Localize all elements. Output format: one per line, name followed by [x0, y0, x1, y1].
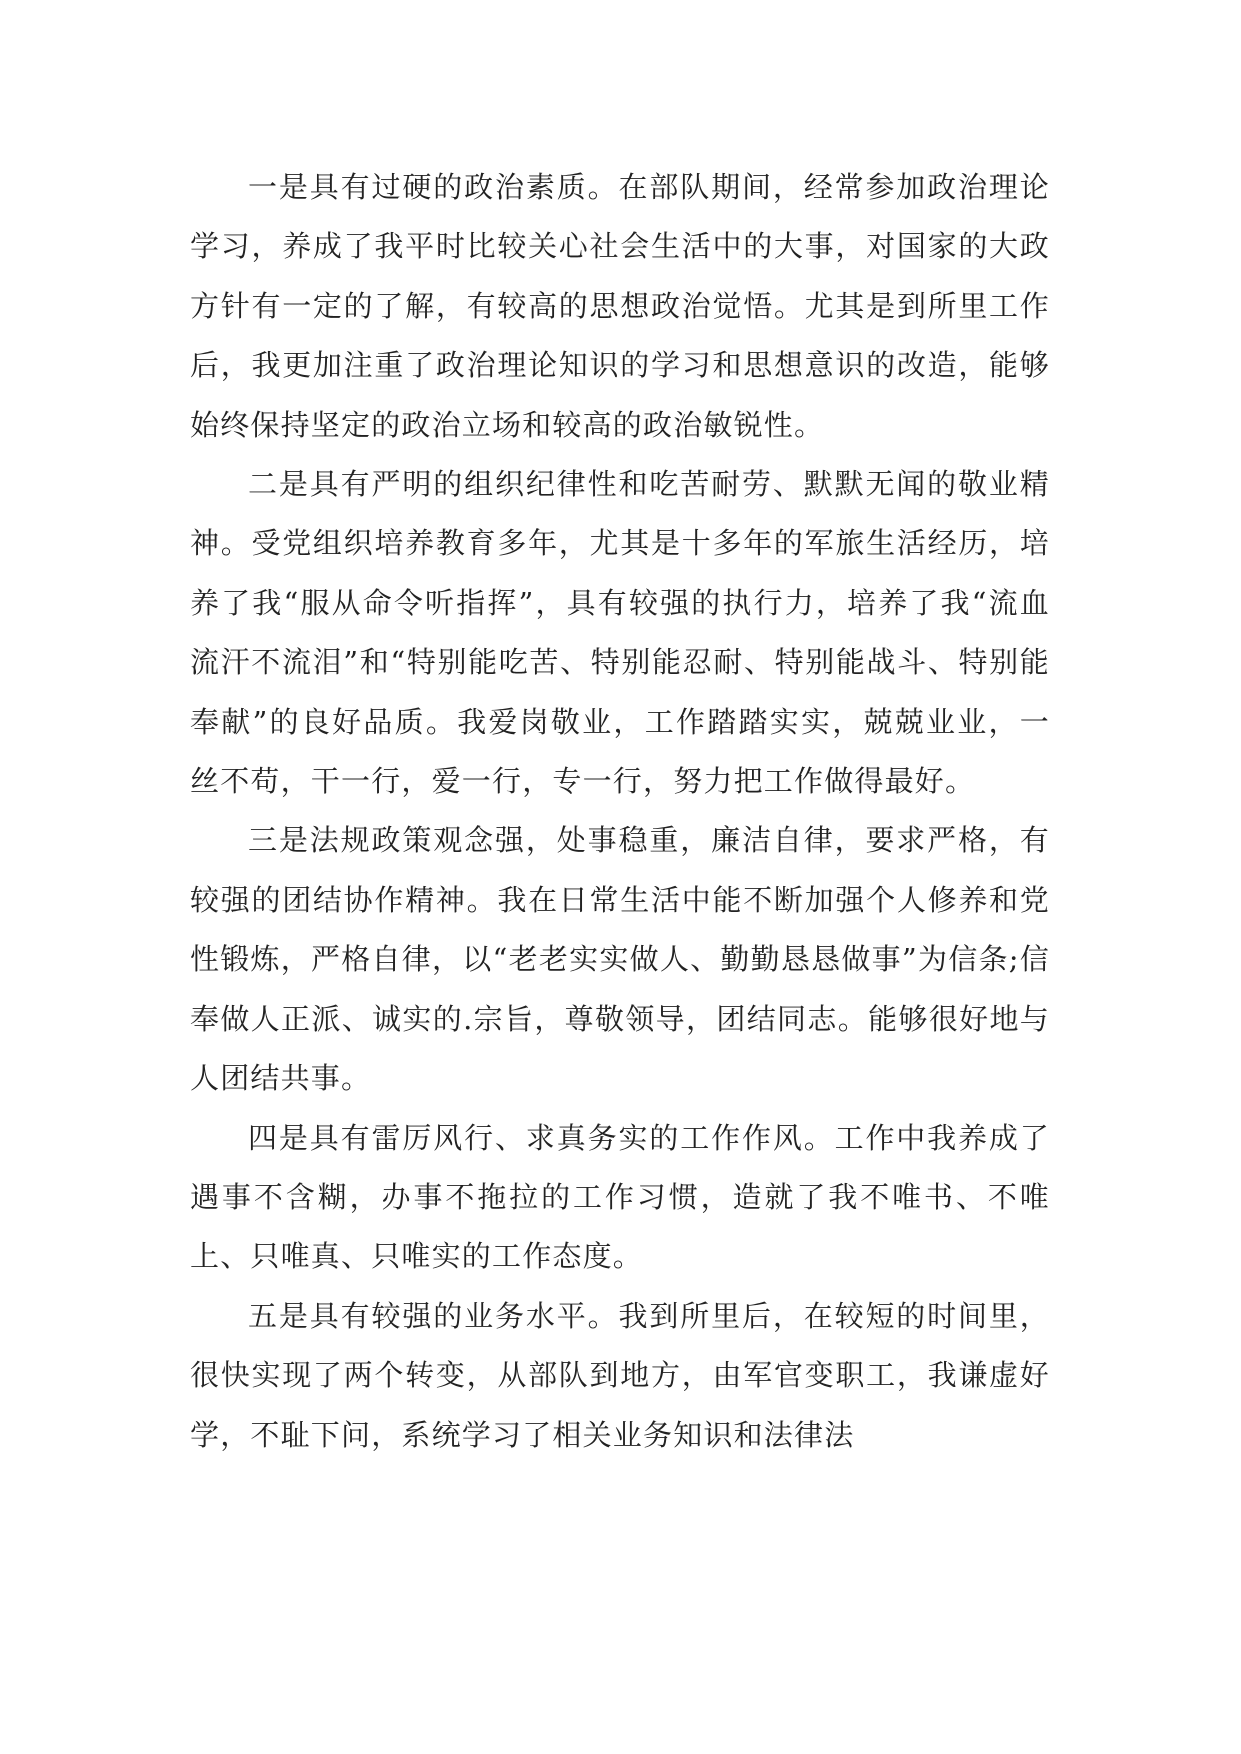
paragraph-work-style: 四是具有雷厉风行、求真务实的工作作风。工作中我养成了遇事不含糊，办事不拖拉的工作习惯，造就了我不唯书、不唯上、只唯真、只唯实的工作态度。: [190, 1120, 1050, 1274]
paragraph-professional-level: 五是具有较强的业务水平。我到所里后，在较短的时间里，很快实现了两个转变，从部队到地方，由军官变职工，我谦虚好学，不耻下问，系统学习了相关业务知识和法律法: [190, 1298, 1050, 1452]
paragraph-discipline: 二是具有严明的组织纪律性和吃苦耐劳、默默无闻的敬业精神。受党组织培养教育多年，尤其是十多年的军旅生活经历，培养了我“服从命令听指挥”，具有较强的执行力，培养了我“流血流汗不流泪”和“特别能吃苦、特别能忍耐、特别能战斗、特别能奉献”的良好品质。我爱岗敬业，工作踏踏实实，兢兢业业，一丝不苟，干一行，爱一行，专一行，努力把工作做得最好。: [190, 467, 1050, 799]
document-body: [190, 158, 1050, 1465]
paragraph-policy-awareness: 三是法规政策观念强，处事稳重，廉洁自律，要求严格，有较强的团结协作精神。我在日常生活中能不断加强个人修养和党性锻炼，严格自律，以“老老实实做人、勤勤恳恳做事”为信条;信奉做人正派、诚实的.宗旨，尊敬领导，团结同志。能够很好地与人团结共事。: [190, 823, 1050, 1096]
paragraph-political-quality: 一是具有过硬的政治素质。在部队期间，经常参加政治理论学习，养成了我平时比较关心社会生活中的大事，对国家的大政方针有一定的了解，有较高的思想政治觉悟。尤其是到所里工作后，我更加注重了政治理论知识的学习和思想意识的改造，能够始终保持坚定的政治立场和较高的政治敏锐性。: [190, 170, 1050, 442]
